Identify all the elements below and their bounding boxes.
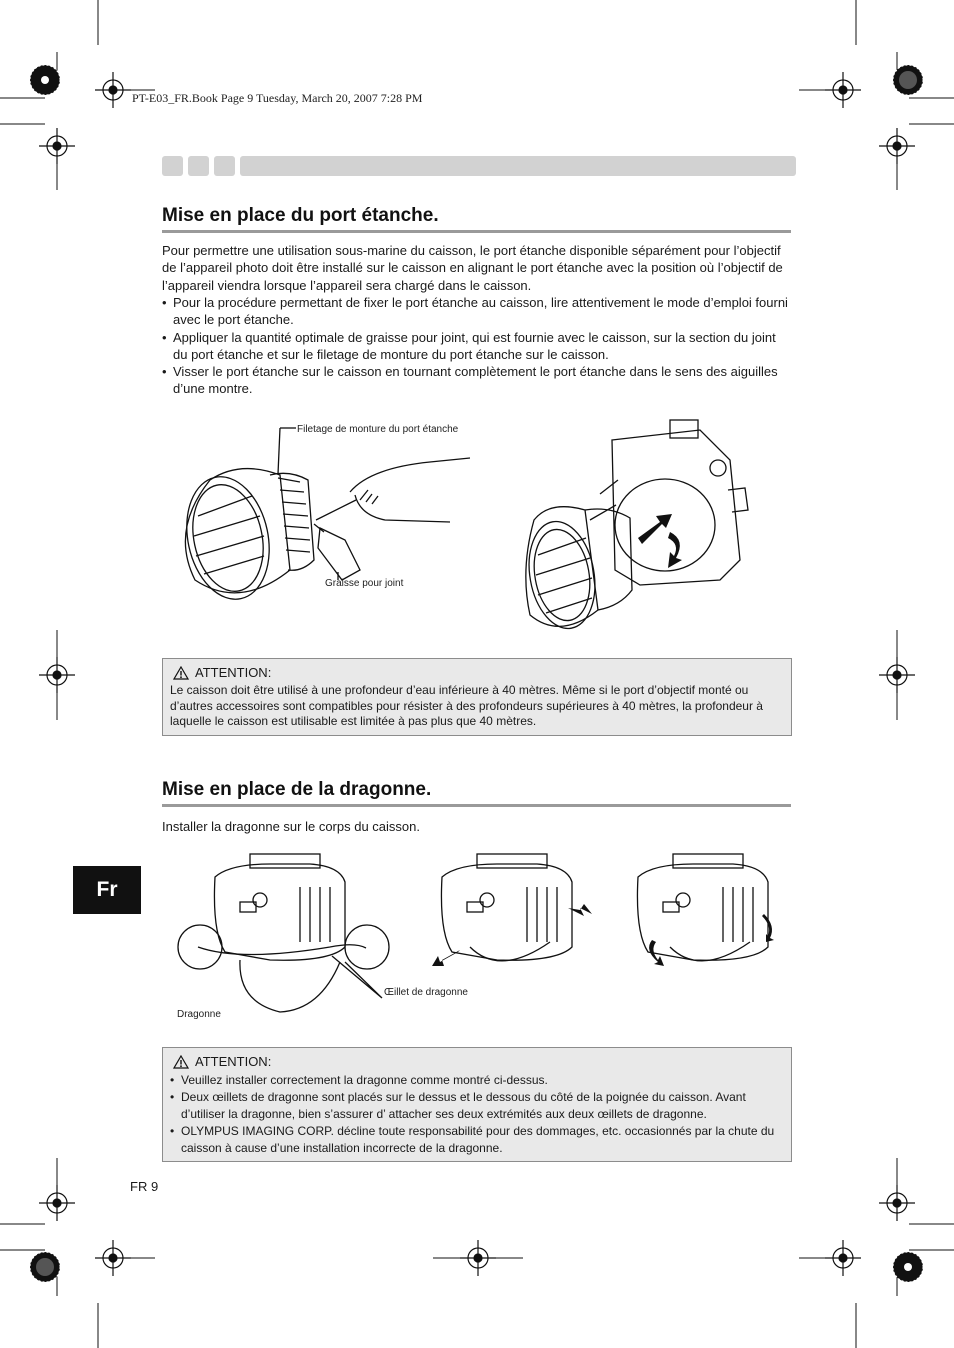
section-intro: Installer la dragonne sur le corps du caisson. bbox=[162, 819, 420, 834]
header-bar bbox=[240, 156, 796, 176]
header-square-2 bbox=[188, 156, 209, 176]
file-header: PT-E03_FR.Book Page 9 Tuesday, March 20, 2007 7:28 PM bbox=[132, 91, 423, 105]
attention-list bbox=[170, 1072, 786, 1157]
attention-title: ATTENTION: bbox=[195, 1054, 272, 1069]
attention-text: Le caisson doit être utilisé à une profondeur d’eau inférieure à 40 mètres. Même si le port d’objectif monté ou d’autres accessoires sont compatibles pour résister à des profondeurs supérieures à 40 mètres, la profondeur à laquelle le caisson est utilisable est limitée à pas plus que 40 mètres. bbox=[170, 683, 763, 729]
page-number: FR 9 bbox=[130, 1179, 159, 1194]
list-item: • Veuillez installer correctement la dragonne comme montré ci-dessus. bbox=[170, 1072, 786, 1088]
section-rule bbox=[162, 230, 791, 233]
warning-icon bbox=[173, 1055, 189, 1069]
list-item: • Deux œillets de dragonne sont placés sur le dessus et le dessous du côté de la poignée du caisson. Avant d’utiliser la dragonne, bien s’assurer d’ attacher ses deux extrémités aux deux œillets de dragonne. bbox=[170, 1089, 786, 1122]
list-item: • Appliquer la quantité optimale de graisse pour joint, qui est fournie avec le caisson, sur la section du joint du port étanche et sur le filetage de monture du port étanche sur le caisson. bbox=[162, 329, 792, 364]
housing-port-illustration bbox=[520, 410, 790, 650]
section-title-port: Mise en place du port étanche. bbox=[162, 205, 439, 226]
attention-box-strap bbox=[162, 1047, 792, 1162]
header-square-3 bbox=[214, 156, 235, 176]
section-rule bbox=[162, 804, 791, 807]
caption-eyelet: Œillet de dragonne bbox=[384, 987, 468, 998]
warning-icon bbox=[173, 666, 189, 680]
list-item: • Pour la procédure permettant de fixer le port étanche au caisson, lire attentivement le mode d’emploi fourni avec le port étanche. bbox=[162, 294, 792, 329]
strap-illustrations bbox=[170, 852, 790, 1022]
port-grease-illustration bbox=[170, 420, 500, 650]
list-item: • Visser le port étanche sur le caisson en tournant complètement le port étanche dans le sens des aiguilles d’une montre. bbox=[162, 363, 792, 398]
attention-title: ATTENTION: bbox=[195, 665, 272, 680]
instruction-list bbox=[162, 294, 792, 398]
caption-grease: Graisse pour joint bbox=[325, 578, 404, 589]
list-item: • OLYMPUS IMAGING CORP. décline toute responsabilité pour des dommages, etc. occasionnés par la chute du caisson à cause d’une installation incorrecte de la dragonne. bbox=[170, 1123, 786, 1156]
caption-strap: Dragonne bbox=[177, 1009, 221, 1020]
section-title-strap: Mise en place de la dragonne. bbox=[162, 779, 432, 800]
section-intro: Pour permettre une utilisation sous-marine du caisson, le port étanche disponible séparément pour l’objectif de l’appareil photo doit être installé sur le caisson en alignant le port étanche avec la position où l’objectif de l’appareil viendra lorsque l’appareil sera chargé dans le caisson. bbox=[162, 243, 783, 293]
attention-box-depth bbox=[162, 658, 792, 736]
caption-thread: Filetage de monture du port étanche bbox=[297, 424, 459, 435]
language-tab: Fr bbox=[73, 866, 141, 914]
header-square-1 bbox=[162, 156, 183, 176]
